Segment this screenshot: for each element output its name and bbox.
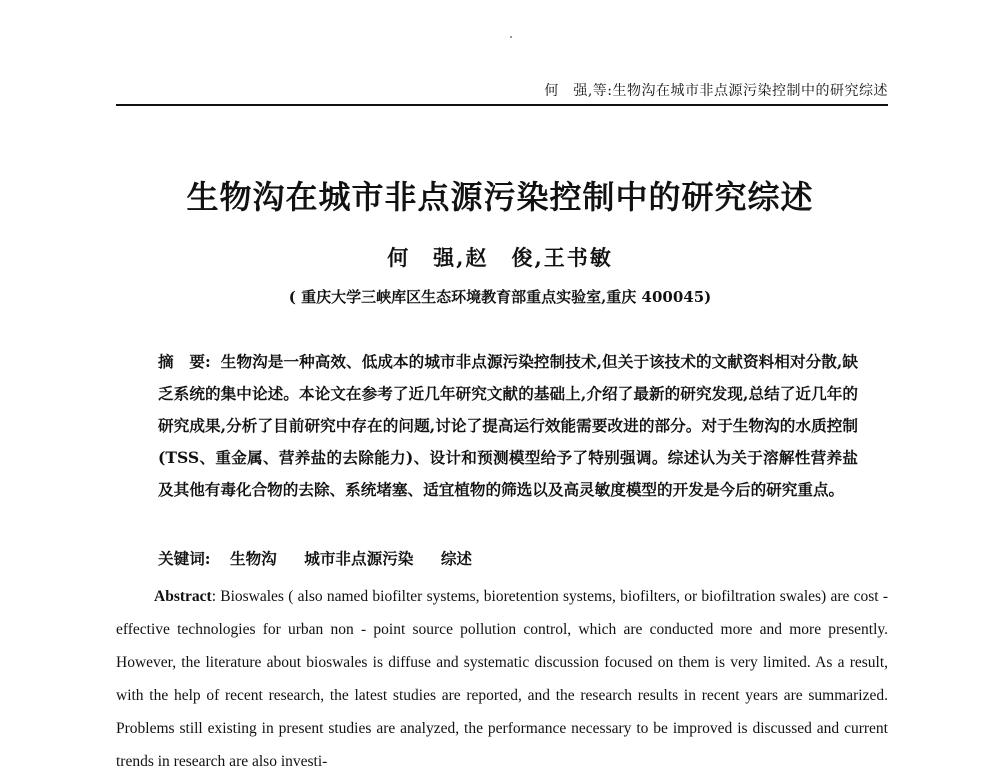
keywords-label: 关键词:	[158, 549, 211, 568]
scan-speck	[510, 36, 512, 38]
running-header: 何 强,等:生物沟在城市非点源污染控制中的研究综述	[544, 83, 888, 99]
abstract-cn-text: 生物沟是一种高效、低成本的城市非点源污染控制技术,但关于该技术的文献资料相对分散,缺乏系统的集中论述。本论文在参考了近几年研究文献的基础上,介绍了最新的研究发现,总结了近几年的研究成果,分析了目前研究中存在的问题,讨论了提高运行效能需要改进的部分。对于生物沟的水质控制(TSS、重金属、营养盐的去除能力)、设计和预测模型给予了特别强调。综述认为关于溶解性营养盐及其他有毒化合物的去除、系统堵塞、适宜植物的筛选以及高灵敏度模型的开发是今后的研究重点。	[158, 352, 858, 499]
abstract-en-text: : Bioswales ( also named biofilter systems, bioretention systems, biofilters, or biofiltration swales) are cost - effective technologies for urban non - point source pollution control, which are conducted more and more presently. However, the literature about bioswales is diffuse and systematic discussion focused on them is very limited. As a result, with the help of recent research, the latest studies are reported, and the research results in recent years are summarized. Problems still existing in present studies are analyzed, the performance necessary to be improved is discussed and current trends in research are also investi-	[116, 588, 888, 770]
keyword-item: 生物沟	[229, 549, 277, 568]
abstract-cn-label: 摘 要:	[158, 352, 211, 371]
article-authors: 何 强,赵 俊,王书敏	[387, 245, 613, 270]
keywords	[158, 547, 858, 569]
abstract-chinese	[158, 346, 858, 506]
article-affiliation: ( 重庆大学三峡库区生态环境教育部重点实验室,重庆 400045)	[288, 288, 712, 306]
article-title: 生物沟在城市非点源污染控制中的研究综述	[186, 178, 814, 216]
abstract-en-label: Abstract	[154, 588, 212, 605]
keyword-item: 综述	[440, 549, 473, 568]
keyword-item: 城市非点源污染	[304, 549, 414, 568]
abstract-english	[116, 580, 888, 778]
header-rule	[116, 104, 888, 106]
